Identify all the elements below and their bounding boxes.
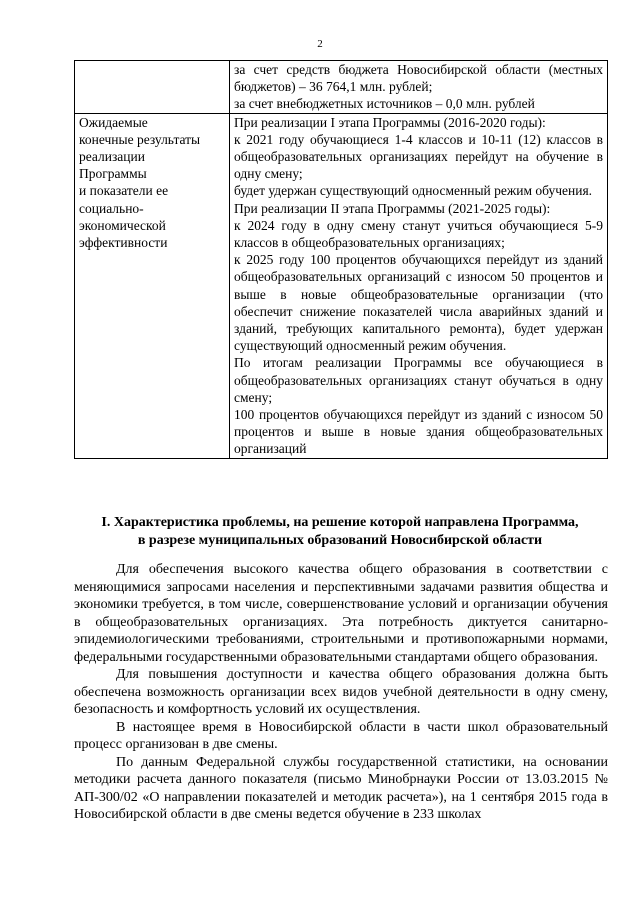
stage1-result-one-shift: к 2021 году обучающиеся 1-4 классов и 10-11 (12) классов в общеобразовательных организациях перейдут на обучение в одну смену; — [234, 131, 603, 182]
funding-extrabudgetary: за счет внебюджетных источников – 0,0 млн. рублей — [234, 96, 535, 112]
paragraph: В настоящее время в Новосибирской области в части школ образовательный процесс организован в две смены. — [74, 719, 608, 752]
section-body — [74, 561, 608, 824]
label-line: конечные результаты — [79, 131, 201, 147]
label-line: Программы — [79, 166, 147, 182]
page-number: 2 — [317, 38, 323, 50]
stage2-heading: При реализации II этапа Программы (2021-2025 годы): — [234, 200, 551, 216]
program-passport-table — [74, 60, 608, 459]
paragraph: Для повышения доступности и качества общего образования должна быть обеспечена возможность организации всех видов учебной деятельности в одну смену, безопасность и комфортность условий их осуществления. — [74, 667, 608, 717]
stage1-result-retain-mode: будет удержан существующий односменный режим обучения. — [234, 183, 593, 199]
paragraph: Для обеспечения высокого качества общего образования в соответствии с меняющимися запросами населения и перспективными задачами развития общества и экономики требуется, в том числе, совершенствование условий и организации обучения в общеобразовательных организациях. Эта потребность диктуется санитарно-эпидемиологическими требованиями, строительными и противопожарными нормами, федеральными государственными образовательными стандартами общего образования. — [74, 562, 608, 665]
table-row-expected-results — [75, 113, 608, 458]
stage2-result-2024: к 2024 году в одну смену станут учиться обучающиеся 5-9 классов в общеобразовательных организациях; — [234, 217, 603, 251]
label-line: эффективности — [79, 235, 168, 251]
label-line: социально- — [79, 200, 144, 216]
paragraph: По данным Федеральной службы государственной статистики, на основании методики расчета данного показателя (письмо Минобрнауки России от 13.03.2015 № АП-300/02 «О направлении показателей и методик расчета»), на 1 сентября 2015 года в Новосибирской области в две смены ведется обучение в 233 школах — [74, 754, 608, 822]
label-line: Ожидаемые — [79, 114, 148, 130]
final-result-new-buildings: 100 процентов обучающихся перейдут из зданий с износом 50 процентов и выше в новые здания общеобразовательных организаций — [234, 407, 603, 457]
table-row-funding — [75, 61, 608, 114]
section-heading-line1: I. Характеристика проблемы, на решение которой направлена Программа, — [101, 515, 579, 530]
section-heading — [70, 514, 610, 550]
stage2-result-2025: к 2025 году 100 процентов обучающихся перейдут из зданий общеобразовательных организаций с износом 50 процентов и выше в новые общеобразовательные организации (что обеспечит снижение показателей числа аварийных зданий и зданий, требующих капитального ремонта), будет удержан существующий односменный режим обучения. — [234, 252, 603, 354]
funding-regional-budget: за счет средств бюджета Новосибирской области (местных бюджетов) – 36 764,1 млн. рублей; — [234, 62, 603, 95]
final-result-one-shift: По итогам реализации Программы все обучающиеся в общеобразовательных организациях станут обучаться в одну смену; — [234, 355, 603, 405]
expected-results-content-cell — [230, 113, 608, 458]
section-heading-line2: в разрезе муниципальных образований Новосибирской области — [137, 533, 543, 548]
label-line: экономической — [79, 217, 166, 233]
label-line: и показатели ее — [79, 183, 169, 199]
table-cell-empty — [75, 61, 230, 114]
funding-cell — [230, 61, 608, 114]
stage1-heading: При реализации I этапа Программы (2016-2020 годы): — [234, 114, 546, 130]
expected-results-label-cell — [75, 113, 230, 458]
label-line: реализации — [79, 149, 145, 165]
